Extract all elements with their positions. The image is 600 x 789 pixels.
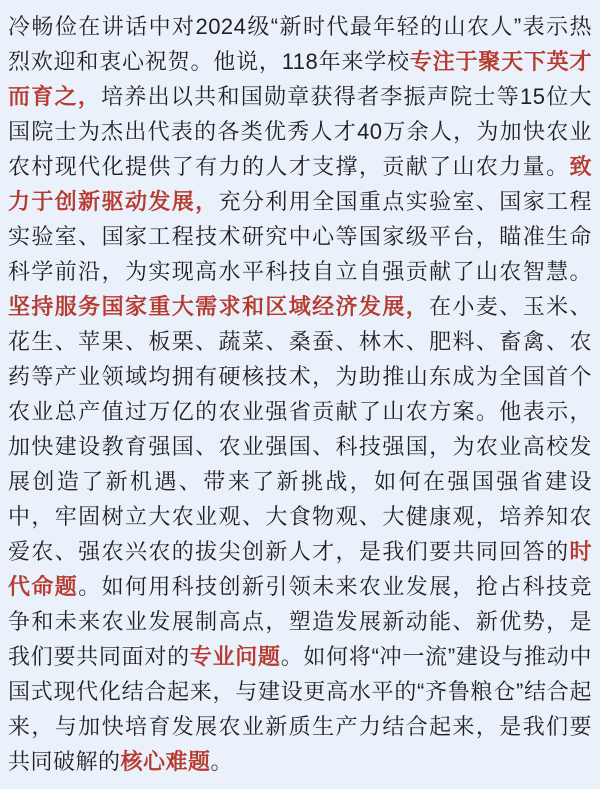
highlighted-phrase: 时代命题: [8, 539, 592, 599]
highlighted-phrase: 专注于聚天下英才而育之，: [8, 49, 592, 109]
highlighted-phrase: 坚持服务国家重大需求和区域经济发展，: [8, 294, 430, 319]
article-paragraph: [8, 9, 592, 779]
text-segment: 冷畅俭在讲话中对2024级“新时代最年轻的山农人”表示热烈欢迎和衷心祝贺。他说，118年来学校: [8, 14, 592, 74]
text-segment: 。: [210, 749, 234, 774]
text-segment: 在小麦、玉米、花生、苹果、板栗、蔬菜、桑蚕、林木、肥料、畜禽、农药等产业领域均拥有硬核技术，为助推山东成为全国首个农业总产值过万亿的农业强省贡献了山农方案。他表示，加快建设教育强国、农业强国、科技强国，为农业高校发展创造了新机遇、带来了新挑战，如何在强国强省建设中，牢固树立大农业观、大食物观、大健康观，培养知农爱农、强农兴农的拔尖创新人才，是我们要共同回答的: [8, 294, 592, 564]
highlighted-phrase: 专业问题: [189, 644, 281, 669]
highlighted-phrase: 核心难题: [120, 749, 211, 774]
text-segment: 培养出以共和国勋章获得者李振声院士等15位大国院士为杰出代表的各类优秀人才40万余人，为加快农业农村现代化提供了有力的人才支撑，贡献了山农力量。: [8, 84, 592, 179]
text-segment: 充分利用全国重点实验室、国家工程实验室、国家工程技术研究中心等国家级平台，瞄准生命科学前沿，为实现高水平科技自立自强贡献了山农智慧。: [8, 189, 592, 284]
text-segment: 。如何将“冲一流”建设与推动中国式现代化结合起来，与建设更高水平的“齐鲁粮仓”结合起来，与加快培育发展农业新质生产力结合起来，是我们要共同破解的: [8, 644, 592, 774]
highlighted-phrase: 致力于创新驱动发展，: [8, 154, 592, 214]
text-segment: 。如何用科技创新引领未来农业发展，抢占科技竞争和未来农业发展制高点，塑造发展新动能、新优势，是我们要共同面对的: [8, 574, 592, 669]
